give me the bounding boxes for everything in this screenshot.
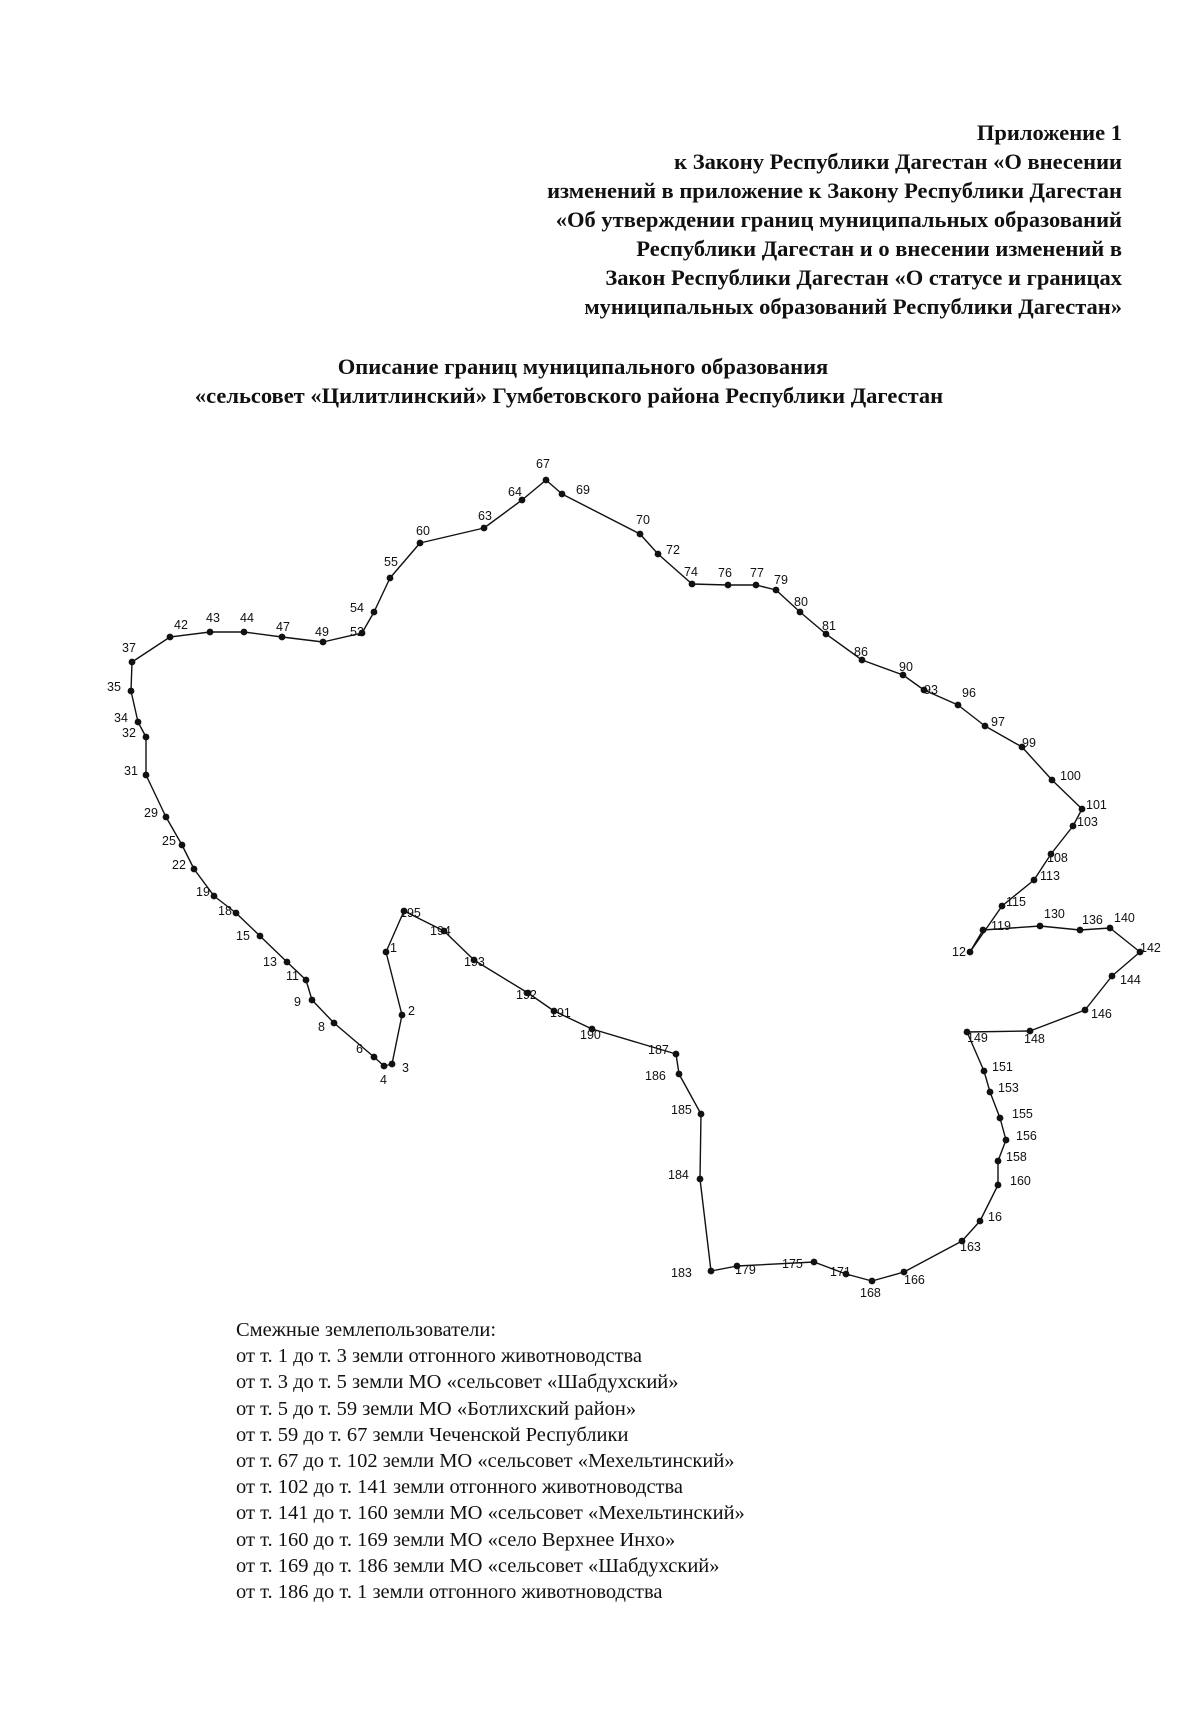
boundary-vertex-dot <box>797 609 804 616</box>
boundary-point-label: 86 <box>854 645 868 659</box>
boundary-point-label: 160 <box>1010 1174 1031 1188</box>
document-title <box>0 352 1200 410</box>
boundary-vertex-dot <box>1077 927 1084 934</box>
boundary-vertex-dot <box>697 1176 704 1183</box>
boundary-point-label: 31 <box>124 764 138 778</box>
boundary-vertex-dot <box>997 1115 1004 1122</box>
boundary-point-label: 80 <box>794 595 808 609</box>
boundary-point-label: 184 <box>668 1168 689 1182</box>
boundary-vertex-dot <box>167 634 174 641</box>
boundary-vertex-dot <box>1037 923 1044 930</box>
adjacent-land-users-item: от т. 160 до т. 169 земли МО «село Верхнее Инхо» <box>236 1528 676 1551</box>
boundary-point-label: 183 <box>671 1266 692 1280</box>
adjacent-land-users-item: от т. 141 до т. 160 земли МО «сельсовет «Мехельтинский» <box>236 1502 745 1525</box>
boundary-vertex-dot <box>698 1111 705 1118</box>
boundary-point-label: 8 <box>318 1020 325 1034</box>
boundary-point-label: 6 <box>356 1042 363 1056</box>
boundary-point-label: 47 <box>276 620 290 634</box>
boundary-map <box>0 440 1200 1320</box>
boundary-point-label: 130 <box>1044 907 1065 921</box>
document-title-line: Описание границ муниципального образования <box>337 354 829 379</box>
boundary-vertex-dot <box>257 933 264 940</box>
boundary-point-label: 158 <box>1006 1150 1027 1164</box>
boundary-point-label: 67 <box>536 457 550 471</box>
boundary-point-label: 15 <box>236 929 250 943</box>
boundary-point-label: 144 <box>1120 973 1141 987</box>
boundary-point-label: 194 <box>430 924 451 938</box>
boundary-point-label: 96 <box>962 686 976 700</box>
boundary-vertex-dot <box>371 609 378 616</box>
boundary-point-label: 113 <box>1040 869 1060 883</box>
boundary-point-label: 1 <box>390 941 397 955</box>
boundary-vertex-dot <box>331 1020 338 1027</box>
boundary-point-label: 16 <box>988 1210 1002 1224</box>
boundary-point-label: 108 <box>1047 851 1068 865</box>
boundary-vertex-dot <box>1070 823 1077 830</box>
boundary-vertex-dot <box>1079 806 1086 813</box>
appendix-line: Республики Дагестан и о внесении изменений в <box>636 236 1122 261</box>
boundary-vertex-dot <box>987 1089 994 1096</box>
appendix-header <box>362 118 1122 321</box>
boundary-vertex-dot <box>128 688 135 695</box>
adjacent-land-users-item: от т. 169 до т. 186 земли МО «сельсовет «Шабдухский» <box>236 1554 720 1577</box>
boundary-point-label: 119 <box>991 919 1011 933</box>
boundary-point-label: 9 <box>294 995 301 1009</box>
boundary-point-label: 76 <box>718 566 732 580</box>
boundary-vertex-dot <box>708 1268 715 1275</box>
boundary-vertex-dot <box>1031 877 1038 884</box>
boundary-vertex-dot <box>381 1063 388 1070</box>
boundary-vertex-dot <box>1109 973 1116 980</box>
appendix-number: Приложение 1 <box>976 120 1122 145</box>
boundary-vertex-dot <box>637 531 644 538</box>
boundary-point-label: 32 <box>122 726 136 740</box>
boundary-vertex-dot <box>967 949 974 956</box>
boundary-point-label: 100 <box>1060 769 1081 783</box>
boundary-vertex-dot <box>179 842 186 849</box>
boundary-vertex-dot <box>995 1182 1002 1189</box>
boundary-vertex-dot <box>982 723 989 730</box>
boundary-point-label: 42 <box>174 618 188 632</box>
boundary-vertex-dot <box>676 1071 683 1078</box>
boundary-point-label: 81 <box>822 619 836 633</box>
adjacent-land-users-item: от т. 67 до т. 102 земли МО «сельсовет «Мехельтинский» <box>236 1450 735 1473</box>
boundary-vertex-dot <box>995 1158 1002 1165</box>
boundary-point-label: 77 <box>750 566 764 580</box>
boundary-point-label: 22 <box>172 858 186 872</box>
boundary-vertex-dot <box>980 927 987 934</box>
boundary-vertex-dot <box>1082 1007 1089 1014</box>
boundary-vertex-dot <box>811 1259 818 1266</box>
boundary-point-label: 195 <box>400 906 421 920</box>
boundary-point-label: 140 <box>1114 911 1135 925</box>
boundary-point-label: 155 <box>1012 1107 1033 1121</box>
boundary-point-label: 175 <box>782 1257 803 1271</box>
adjacent-land-users-item: от т. 5 до т. 59 земли МО «Ботлихский район» <box>236 1397 637 1420</box>
boundary-vertex-dot <box>689 581 696 588</box>
boundary-vertex-dot <box>389 1061 396 1068</box>
boundary-point-label: 103 <box>1077 815 1098 829</box>
boundary-point-label: 34 <box>114 711 128 725</box>
boundary-vertex-dot <box>129 659 136 666</box>
boundary-vertex-dot <box>143 734 150 741</box>
boundary-point-label: 64 <box>508 485 522 499</box>
boundary-point-label: 93 <box>924 683 938 697</box>
boundary-vertex-dot <box>320 639 327 646</box>
boundary-vertex-dot <box>135 719 142 726</box>
boundary-point-label: 192 <box>516 988 537 1002</box>
boundary-vertex-dot <box>1107 925 1114 932</box>
boundary-vertex-dot <box>279 634 286 641</box>
boundary-point-label: 70 <box>636 513 650 527</box>
boundary-point-label: 72 <box>666 543 680 557</box>
boundary-point-label: 191 <box>550 1006 571 1020</box>
boundary-vertex-dot <box>1003 1137 1010 1144</box>
boundary-point-label: 185 <box>671 1103 692 1117</box>
boundary-vertex-dot <box>1049 777 1056 784</box>
boundary-point-label: 186 <box>645 1069 666 1083</box>
boundary-point-label: 163 <box>960 1240 981 1254</box>
boundary-point-label: 99 <box>1022 736 1036 750</box>
boundary-point-label: 74 <box>684 565 698 579</box>
boundary-point-label: 171 <box>830 1265 851 1279</box>
boundary-vertex-dot <box>309 997 316 1004</box>
boundary-vertex-dot <box>383 949 390 956</box>
boundary-vertex-dot <box>143 772 150 779</box>
boundary-vertex-dot <box>284 959 291 966</box>
boundary-point-label: 148 <box>1024 1032 1045 1046</box>
boundary-line <box>131 480 1140 1281</box>
boundary-vertex-dot <box>387 575 394 582</box>
appendix-line: Закон Республики Дагестан «О статусе и границах <box>605 265 1122 290</box>
boundary-point-label: 60 <box>416 524 430 538</box>
boundary-point-label: 193 <box>464 955 485 969</box>
boundary-point-label: 52 <box>350 625 364 639</box>
boundary-point-label: 4 <box>380 1073 387 1087</box>
boundary-vertex-dot <box>753 582 760 589</box>
boundary-vertex-dot <box>543 477 550 484</box>
boundary-point-label: 54 <box>350 601 364 615</box>
boundary-vertex-dot <box>999 903 1006 910</box>
boundary-vertex-dot <box>417 540 424 547</box>
boundary-vertex-dot <box>773 587 780 594</box>
adjacent-land-users-item: от т. 186 до т. 1 земли отгонного животноводства <box>236 1581 663 1604</box>
boundary-point-label: 142 <box>1140 941 1161 955</box>
boundary-point-label: 2 <box>408 1004 415 1018</box>
boundary-point-label: 55 <box>384 555 398 569</box>
boundary-vertex-dot <box>955 702 962 709</box>
adjacent-land-users-item: от т. 3 до т. 5 земли МО «сельсовет «Шабдухский» <box>236 1371 679 1394</box>
boundary-point-label: 69 <box>576 483 590 497</box>
boundary-point-label: 115 <box>1006 895 1026 909</box>
boundary-vertex-dot <box>303 977 310 984</box>
boundary-vertex-dot <box>725 582 732 589</box>
boundary-vertex-dot <box>207 629 214 636</box>
appendix-line: муниципальных образований Республики Дагестан» <box>584 294 1122 319</box>
appendix-line: изменений в приложение к Закону Республики Дагестан <box>547 178 1122 203</box>
adjacent-land-users-item: от т. 1 до т. 3 земли отгонного животноводства <box>236 1345 643 1368</box>
boundary-vertex-dot <box>655 551 662 558</box>
adjacent-land-users-item: от т. 59 до т. 67 земли Чеченской Республики <box>236 1423 629 1446</box>
boundary-point-label: 63 <box>478 509 492 523</box>
boundary-point-label: 149 <box>967 1031 988 1045</box>
boundary-point-label: 101 <box>1086 798 1107 812</box>
boundary-point-label: 37 <box>122 641 136 655</box>
boundary-vertex-dot <box>371 1054 378 1061</box>
boundary-vertex-dot <box>481 525 488 532</box>
appendix-line: к Закону Республики Дагестан «О внесении <box>674 149 1122 174</box>
boundary-point-label: 11 <box>286 969 299 983</box>
boundary-point-label: 151 <box>992 1060 1013 1074</box>
boundary-vertex-dot <box>233 910 240 917</box>
boundary-vertex-dot <box>191 866 198 873</box>
boundary-point-label: 166 <box>904 1273 925 1287</box>
adjacent-land-users <box>236 1317 745 1605</box>
boundary-point-label: 49 <box>315 625 329 639</box>
boundary-point-label: 12 <box>952 945 966 959</box>
boundary-vertex-dot <box>981 1068 988 1075</box>
boundary-vertex-dot <box>869 1278 876 1285</box>
boundary-vertices <box>107 457 1161 1300</box>
boundary-point-label: 136 <box>1082 913 1103 927</box>
adjacent-land-users-heading: Смежные землепользователи: <box>236 1319 497 1341</box>
boundary-vertex-dot <box>977 1218 984 1225</box>
boundary-point-label: 43 <box>206 611 220 625</box>
boundary-point-label: 190 <box>580 1028 601 1042</box>
appendix-line: «Об утверждении границ муниципальных образований <box>555 207 1122 232</box>
boundary-vertex-dot <box>559 491 566 498</box>
boundary-point-label: 187 <box>648 1043 669 1057</box>
boundary-point-label: 25 <box>162 834 176 848</box>
boundary-point-label: 97 <box>991 715 1005 729</box>
boundary-point-label: 18 <box>218 904 232 918</box>
boundary-point-label: 44 <box>240 611 254 625</box>
boundary-point-label: 35 <box>107 680 121 694</box>
boundary-vertex-dot <box>399 1012 406 1019</box>
boundary-point-label: 19 <box>196 885 210 899</box>
boundary-vertex-dot <box>163 814 170 821</box>
boundary-point-label: 29 <box>144 806 158 820</box>
document-title-line: «сельсовет «Цилитлинский» Гумбетовского района Республики Дагестан <box>194 383 944 408</box>
boundary-point-label: 13 <box>263 955 277 969</box>
boundary-point-label: 179 <box>735 1263 756 1277</box>
boundary-point-label: 79 <box>774 573 788 587</box>
boundary-point-label: 3 <box>402 1061 409 1075</box>
boundary-point-label: 168 <box>860 1286 881 1300</box>
boundary-vertex-dot <box>211 893 218 900</box>
boundary-vertex-dot <box>673 1051 680 1058</box>
boundary-point-label: 146 <box>1091 1007 1112 1021</box>
boundary-point-label: 156 <box>1016 1129 1037 1143</box>
boundary-point-label: 153 <box>998 1081 1019 1095</box>
adjacent-land-users-item: от т. 102 до т. 141 земли отгонного животноводства <box>236 1476 684 1499</box>
boundary-vertex-dot <box>241 629 248 636</box>
boundary-point-label: 90 <box>899 660 913 674</box>
